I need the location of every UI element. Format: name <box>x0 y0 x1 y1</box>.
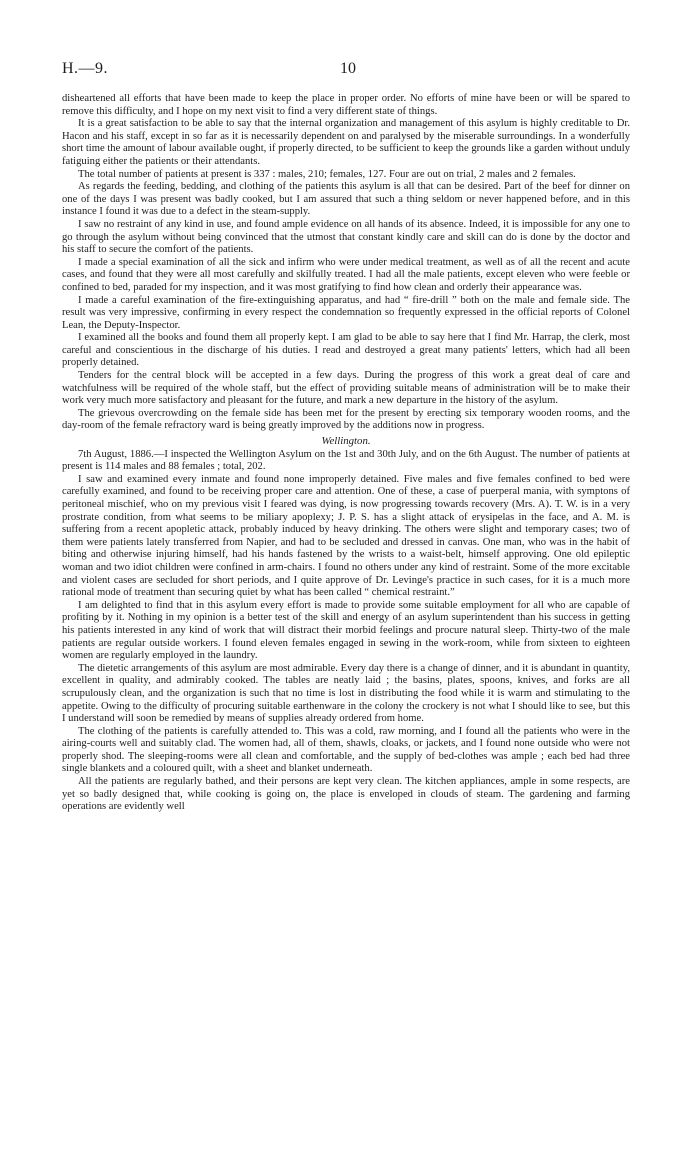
document-reference: H.—9. <box>62 60 109 77</box>
paragraph: Tenders for the central block will be accepted in a few days. During the progress of this work a great deal of care and watchfulness will be required of the whole staff, but the effect of providing suitable means of administration will be to make their work very much more satisfactory and pleasant for the future, and mark a new departure in the history of the asylum. <box>62 370 630 407</box>
paragraph: The dietetic arrangements of this asylum are most admirable. Every day there is a change of dinner, and it is abundant in quantity, excellent in quality, and admirably cooked. The tables are neatly laid ; the basins, plates, spoons, knives, and forks are all scrupulously clean, and the organization is such that no time is lost in distributing the food while it is warm and stimulating to the appetite. Owing to the difficulty of procuring suitable earthenware in the colony the crockery is not what I should like to see, but this I understand will soon be remedied by means of supplies already ordered from home. <box>62 662 630 725</box>
paragraph: I examined all the books and found them all properly kept. I am glad to be able to say here that I find Mr. Harrap, the clerk, most careful and conscientious in the discharge of his duties. I read and destroyed a great many patients' letters, which had all been properly detained. <box>62 332 630 369</box>
report-body <box>62 93 630 814</box>
page-number: 10 <box>340 60 356 77</box>
paragraph: The grievous overcrowding on the female side has been met for the present by erecting six temporary wooden rooms, and the day-room of the female refractory ward is being greatly improved by the additions now in progress. <box>62 407 630 432</box>
section-heading: Wellington. <box>321 435 371 448</box>
paragraph: I made a careful examination of the fire-extinguishing apparatus, and had “ fire-drill ” both on the male and female side. The result was very impressive, confirming in every respect the condemnation so frequently expressed in the official reports of Colonel Lean, the Deputy-Inspector. <box>62 294 630 331</box>
paragraph: disheartened all efforts that have been made to keep the place in proper order. No efforts of mine have been or will be spared to remove this difficulty, and I hope on my next visit to find a very different state of things. <box>62 93 630 117</box>
paragraph: The clothing of the patients is carefully attended to. This was a cold, raw morning, and I found all the patients who were in the airing-courts well and suitably clad. The women had, all of them, shawls, cloaks, or jackets, and I found none outside who were not properly shod. The sleeping-rooms were all clean and comfortable, and the supply of bed-clothes was ample ; each bed had three single blankets and a coloured quilt, with a sheet and blanket underneath. <box>62 725 630 775</box>
paragraph: I saw no restraint of any kind in use, and found ample evidence on all hands of its absence. Indeed, it is impossible for any one to go through the asylum without being convinced that the utmost that constant kindly care and skill can do is done by the doctor and his staff to secure the comfort of the patients. <box>62 218 630 256</box>
paragraph: I made a special examination of all the sick and infirm who were under medical treatment, as well as of all the recent and acute cases, and found that they were all most carefully and skilfully treated. I had all the male patients, except eleven who were feeble or confined to bed, paraded for my inspection, and it was most gratifying to find how clean and orderly their appearance was. <box>62 256 630 293</box>
paragraph: I am delighted to find that in this asylum every effort is made to provide some suitable employment for all who are capable of profiting by it. Nothing in my opinion is a better test of the skill and energy of an asylum superintendent than his success in getting his patients interested in any kind of work that will distract their morbid feelings and procure natural sleep. Thirty-two of the male patients are regular outside workers. I found eleven females engaged in sewing in the work-room, while from sixteen to eighteen women are regularly employed in the laundry. <box>62 599 630 662</box>
paragraph: As regards the feeding, bedding, and clothing of the patients this asylum is all that can be desired. Part of the beef for dinner on one of the days I was present was badly cooked, but I am assured that such a thing seldom or never happened before, and in this instance I found it was due to a defect in the steam-supply. <box>62 181 630 218</box>
paragraph: All the patients are regularly bathed, and their persons are kept very clean. The kitchen appliances, ample in some respects, are yet so badly designed that, while cooking is going on, the place is enveloped in clouds of steam. The gardening and farming operations are evidently well <box>62 776 630 813</box>
paragraph: I saw and examined every inmate and found none improperly detained. Five males and five females confined to bed were carefully examined, and found to be receiving proper care and attention. One of these, a case of puerperal mania, with symptons of peritoneal mischief, who on my previous visit I feared was dying, is now progressing towards recovery (Mrs. A). T. W. is in a very prostrate condition, from what seems to be miliary apoplexy; J. P. S. has a slight attack of erysipelas in the face, and A. M. is suffering from a recent apopletic attack, probably induced by heavy drinking. The others were slight and temporary cases; two of them were patients lately transferred from Napier, and had to be secluded and dressed in canvas. One man, who was in the habit of biting and otherwise injuring himself, had his hands fastened by the wrists to a waist-belt, himself approving. One old epileptic woman and two idiot children were confined in arm-chairs. I found no others under any kind of restraint. Some of the more excitable and violent cases are secluded for short periods, and I quite approve of Dr. Levinge's practice in such cases, for it is a much more rational mode of treatment than securing quiet by what has been called “ chemical restraint.” <box>62 473 630 599</box>
paragraph: 7th August, 1886.—I inspected the Wellington Asylum on the 1st and 30th July, and on the 6th August. The number of patients at present is 114 males and 88 females ; total, 202. <box>62 448 630 473</box>
paragraph: The total number of patients at present is 337 : males, 210; females, 127. Four are out on trial, 2 males and 2 females. <box>78 168 576 180</box>
page-header <box>62 60 630 82</box>
paragraph: It is a great satisfaction to be able to say that the internal organization and management of this asylum is highly creditable to Dr. Hacon and his staff, except in so far as it is necessarily dependent on and paralysed by the miserable surroundings. In a wonderfully short time the amount of labour available ought, if properly directed, to be sufficient to keep the grounds like a garden without unduly fatiguing either the patients or their attendants. <box>62 118 630 167</box>
